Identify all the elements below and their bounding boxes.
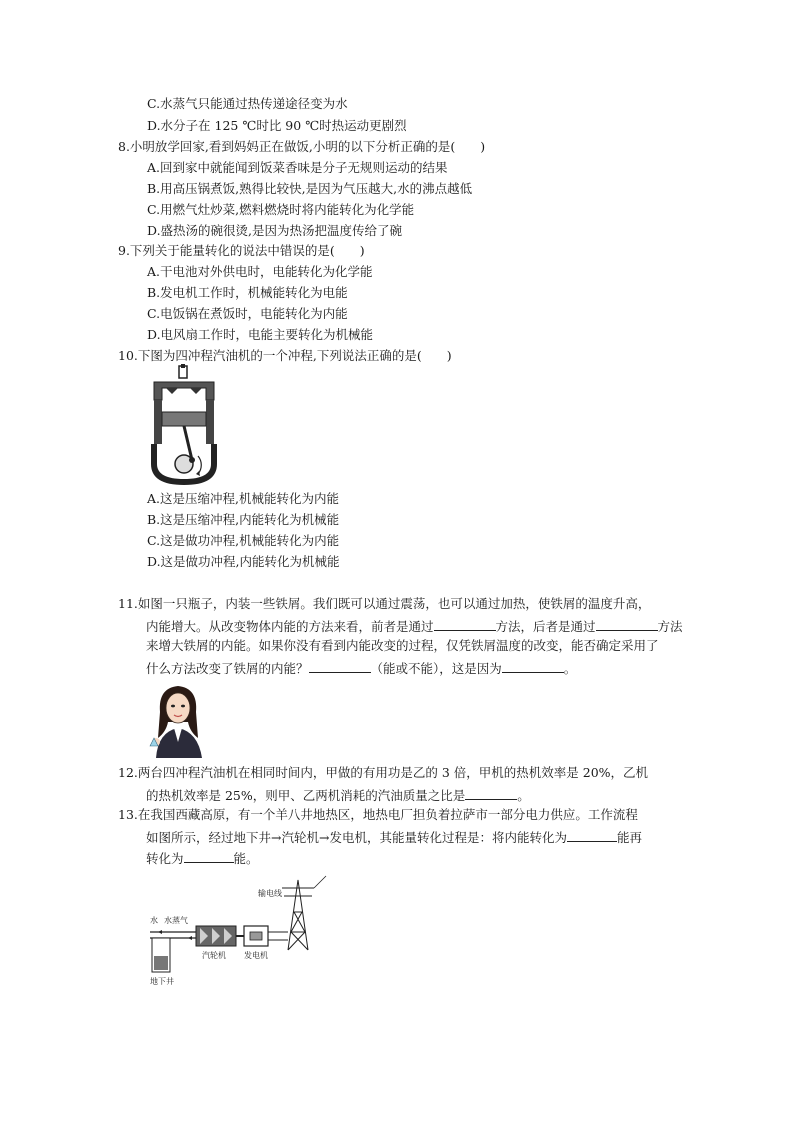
q10-option-a: A.这是压缩冲程,机械能转化为内能 [147,491,339,506]
label-turbine: 汽轮机 [202,951,226,960]
q11-line-3: 来增大铁屑的内能。如果你没有看到内能改变的过程，仅凭铁屑温度的改变，能否确定采用了 [146,638,659,653]
q9-option-d: D.电风扇工作时，电能主要转化为机械能 [147,327,374,342]
q13-line-1: 13.在我国西藏高原，有一个羊八井地热区，地热电厂担负着拉萨市一部分电力供应。工作流程 [118,807,638,822]
q12-blank-1[interactable] [465,785,517,800]
q10-option-c: C.这是做功冲程,机械能转化为内能 [147,533,340,548]
q9-stem: 9.下列关于能量转化的说法中错误的是( ) [118,243,365,258]
q13-blank-1[interactable] [567,827,617,842]
label-well: 地下井 [150,977,174,986]
q11-blank-4[interactable] [502,658,564,673]
q7-option-d: D.水分子在 125 ℃时比 90 ℃时热运动更剧烈 [147,118,407,133]
q8-stem: 8.小明放学回家,看到妈妈正在做饭,小明的以下分析正确的是( ) [118,139,486,154]
q13-line-3-text-a: 转化为 [146,851,184,866]
q11-line-2-text-b: 方法，后者是通过 [495,619,596,634]
q13-line-3 [146,848,259,868]
q11-line-4-text-a: 什么方法改变了铁屑的内能？ [146,661,309,676]
q12-line-2-text-b: 。 [517,788,530,803]
q11-blank-3[interactable] [309,658,371,673]
label-power-line: 输电线 [258,889,282,898]
q9-option-a: A.干电池对外供电时，电能转化为化学能 [147,264,373,279]
q11-blank-1[interactable] [434,616,496,631]
q7-option-c: C.水蒸气只能通过热传递途径变为水 [147,96,348,111]
q13-line-3-text-b: 能。 [233,851,259,866]
q8-option-d: D.盛热汤的碗很烫,是因为热汤把温度传给了碗 [147,223,403,238]
engine-cylinder-figure [148,364,220,486]
q9-option-c: C.电饭锅在煮饭时，电能转化为内能 [147,306,348,321]
label-water: 水 [150,916,158,925]
q11-line-4 [146,658,576,678]
geothermal-plant-diagram [148,872,328,988]
q13-blank-2[interactable] [184,848,234,863]
q12-line-2-text-a: 的热机效率是 25%，则甲、乙两机消耗的汽油质量之比是 [146,788,466,803]
q11-line-1: 11.如图一只瓶子，内装一些铁屑。我们既可以通过震荡，也可以通过加热，使铁屑的温度升高， [118,596,651,611]
q9-option-b: B.发电机工作时，机械能转化为电能 [147,285,348,300]
q11-blank-2[interactable] [596,616,658,631]
q11-line-4-text-b: （能或不能），这是因为 [370,661,502,676]
q11-line-2-text-c: 方法 [657,619,683,634]
teacher-illustration [146,682,210,758]
q8-option-c: C.用燃气灶炒菜,燃料燃烧时将内能转化为化学能 [147,202,415,217]
q13-line-2-text-a: 如图所示，经过地下井→汽轮机→发电机，其能量转化过程是：将内能转化为 [146,830,567,845]
q10-option-b: B.这是压缩冲程,内能转化为机械能 [147,512,340,527]
q12-line-2 [146,785,530,805]
q11-line-2-text-a: 内能增大。从改变物体内能的方法来看，前者是通过 [146,619,434,634]
q8-option-a: A.回到家中就能闻到饭菜香味是分子无规则运动的结果 [147,160,448,175]
label-steam: 水蒸气 [164,916,188,925]
label-generator: 发电机 [244,951,268,960]
q10-option-d: D.这是做功冲程,内能转化为机械能 [147,554,340,569]
q11-line-2 [146,616,683,636]
q8-option-b: B.用高压锅煮饭,熟得比较快,是因为气压越大,水的沸点越低 [147,181,473,196]
q11-line-4-text-c: 。 [563,661,577,676]
q10-stem: 10.下图为四冲程汽油机的一个冲程,下列说法正确的是( ) [118,348,452,363]
q13-line-2-text-b: 能再 [616,830,642,845]
q12-line-1: 12.两台四冲程汽油机在相同时间内，甲做的有用功是乙的 3 倍，甲机的热机效率是 20%，乙机 [118,765,649,780]
q13-line-2 [146,827,642,847]
